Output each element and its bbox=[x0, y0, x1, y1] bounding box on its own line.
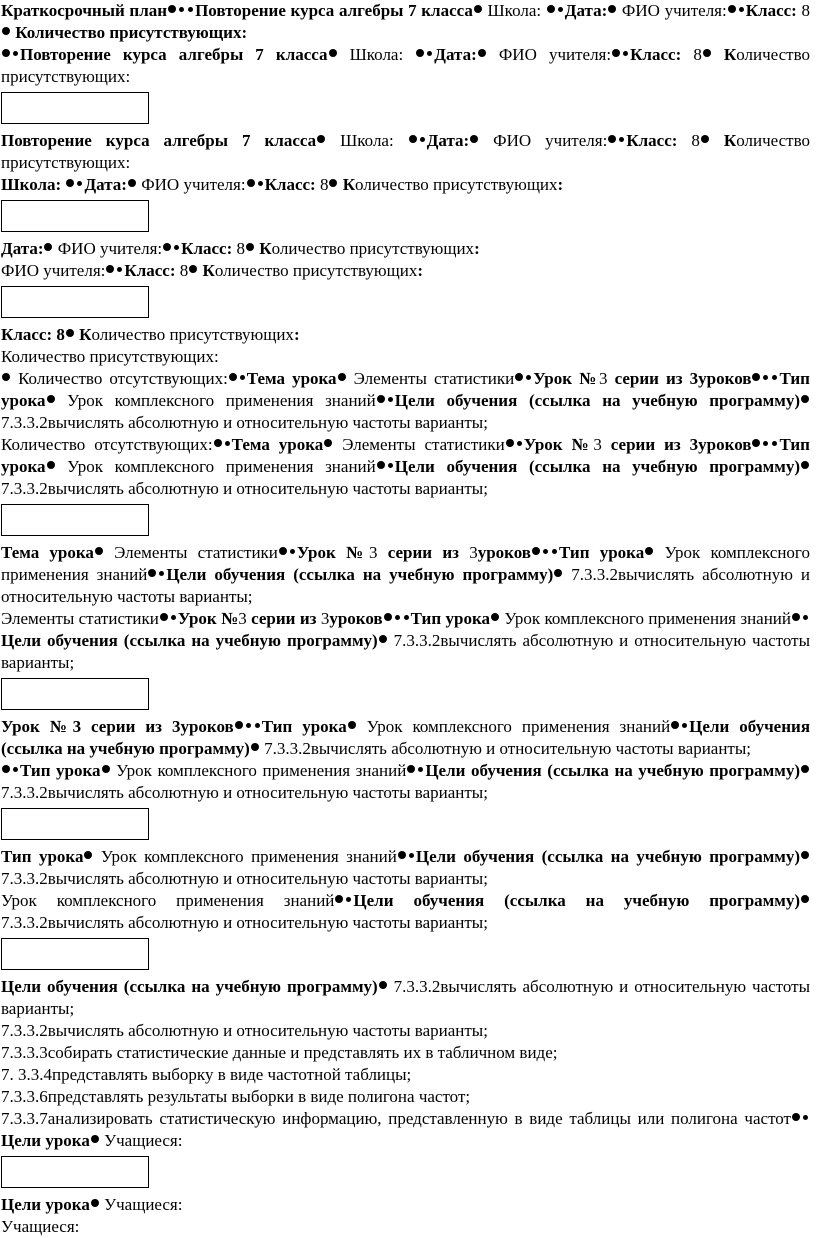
bold-text: Класс: bbox=[264, 175, 320, 194]
text-run: ФИО учителя: bbox=[479, 131, 608, 150]
bold-text: Тема урока bbox=[1, 543, 94, 562]
text-run: Учащиеся: bbox=[99, 1131, 183, 1150]
bullet-icon bbox=[608, 135, 616, 143]
bullet-icon bbox=[179, 7, 184, 12]
bullet-icon bbox=[13, 51, 18, 56]
bold-text: : bbox=[557, 175, 564, 194]
bullet-icon bbox=[338, 373, 346, 381]
paragraph bbox=[0, 44, 810, 88]
bullet-icon bbox=[701, 135, 709, 143]
bullet-icon bbox=[317, 135, 325, 143]
bullet-icon bbox=[752, 373, 760, 381]
text-run: 7.3.3.7анализировать статистическую информацию, представленную в виде таблицы или полигона частот bbox=[1, 1109, 791, 1128]
bullet-icon bbox=[543, 549, 548, 554]
bullet-icon bbox=[407, 765, 415, 773]
bullet-icon bbox=[398, 851, 406, 859]
bullet-icon bbox=[623, 51, 628, 56]
text-run: Урок комплексного применения знаний bbox=[1, 891, 335, 910]
text-run: 3 bbox=[469, 543, 478, 562]
paragraph bbox=[0, 1020, 810, 1042]
bold-text: Урок № bbox=[177, 609, 239, 628]
bullet-icon bbox=[2, 373, 10, 381]
text-run: 8 bbox=[801, 1, 810, 20]
bullet-icon bbox=[225, 441, 230, 446]
bold-text: Тип урока bbox=[558, 543, 645, 562]
text-run: Элементы статистики bbox=[1, 609, 159, 628]
bold-text: Цели обучения (ссылка на учебную программу) bbox=[1, 977, 378, 996]
text-run: Урок комплексного применения знаний bbox=[1, 543, 810, 584]
bold-text: Тип урока bbox=[1, 369, 810, 410]
bullet-icon bbox=[395, 615, 400, 620]
bullet-icon bbox=[612, 49, 620, 57]
text-run: 7.3.3.2вычислять абсолютную и относительную частоты варианты; bbox=[1, 977, 810, 1018]
paragraph bbox=[0, 260, 810, 282]
bullet-icon bbox=[491, 613, 499, 621]
bold-text: Класс: bbox=[630, 45, 694, 64]
bold-text: Повторение курса алгебры 7 класса bbox=[1, 131, 317, 150]
bullet-icon bbox=[379, 981, 387, 989]
bullet-icon bbox=[2, 27, 10, 35]
bold-text: Цели обучения (ссылка на учебную программу) bbox=[394, 457, 800, 476]
bullet-icon bbox=[2, 49, 10, 57]
text-run: Урок комплексного применения знаний bbox=[499, 609, 792, 628]
bullet-icon bbox=[258, 181, 263, 186]
bullet-icon bbox=[703, 49, 711, 57]
paragraph bbox=[0, 1194, 810, 1216]
text-run: Элементы статистики bbox=[346, 369, 515, 388]
bullet-icon bbox=[506, 439, 514, 447]
bold-text: Тип урока bbox=[1, 847, 84, 866]
bullet-icon bbox=[160, 613, 168, 621]
text-run: Урок комплексного применения знаний bbox=[55, 391, 376, 410]
bullet-icon bbox=[517, 441, 522, 446]
bullet-icon bbox=[752, 439, 760, 447]
empty-cell-box bbox=[1, 92, 149, 124]
bold-text: Урок № bbox=[533, 369, 600, 388]
empty-cell-box bbox=[1, 678, 149, 710]
text-run: ФИО учителя: bbox=[136, 175, 246, 194]
text-run: 3 bbox=[320, 609, 330, 628]
bullet-icon bbox=[255, 723, 260, 728]
text-run: ФИО учителя: bbox=[486, 45, 612, 64]
empty-cell-box bbox=[1, 286, 149, 318]
bold-text: Количество присутствующих: bbox=[11, 23, 248, 42]
text-run: 3 bbox=[238, 609, 247, 628]
text-run: 7.3.3.2вычислять абсолютную и относительную частоты варианты; bbox=[1, 413, 488, 432]
text-run: Элементы статистики bbox=[103, 543, 278, 562]
text-run: Урок комплексного применения знаний bbox=[356, 717, 671, 736]
paragraph bbox=[0, 1042, 810, 1064]
bullet-icon bbox=[404, 615, 409, 620]
bullet-icon bbox=[526, 375, 531, 380]
bold-text: Класс: 8 bbox=[1, 325, 65, 344]
bold-text: Тип урока bbox=[20, 761, 101, 780]
bold-text: Тип урока bbox=[261, 717, 347, 736]
text-run: 7.3.3.2вычислять абсолютную и относительную частоты варианты; bbox=[1, 869, 488, 888]
bold-text: Повторение курса алгебры 7 класса bbox=[195, 1, 473, 20]
text-run: ФИО учителя: bbox=[617, 1, 727, 20]
text-run: Элементы статистики bbox=[333, 435, 505, 454]
text-run: 7.3.3.2вычислять абсолютную и относительную частоты варианты; bbox=[1, 783, 488, 802]
bold-text: Дата: bbox=[434, 45, 477, 64]
bold-text: Повторение курса алгебры 7 класса bbox=[20, 45, 328, 64]
empty-cell-box bbox=[1, 1156, 149, 1188]
paragraph bbox=[0, 434, 810, 500]
bullet-icon bbox=[91, 1135, 99, 1143]
bullet-icon bbox=[91, 1199, 99, 1207]
paragraph bbox=[0, 174, 810, 196]
bullet-icon bbox=[251, 743, 259, 751]
bullet-icon bbox=[801, 895, 809, 903]
bullet-icon bbox=[229, 373, 237, 381]
text-run: 8 bbox=[691, 131, 700, 150]
bold-text: К bbox=[74, 325, 92, 344]
bullet-icon bbox=[379, 635, 387, 643]
empty-cell-box bbox=[1, 808, 149, 840]
bullet-icon bbox=[168, 5, 176, 13]
bold-text: Школа: bbox=[1, 175, 66, 194]
bold-text: Тема урока bbox=[231, 435, 324, 454]
bullet-icon bbox=[329, 179, 337, 187]
text-run: ФИО учителя: bbox=[1, 261, 106, 280]
bullet-icon bbox=[409, 135, 417, 143]
bold-text: Цели обучения (ссылка на учебную программу) bbox=[425, 761, 800, 780]
paragraph bbox=[0, 1064, 810, 1086]
bold-text: Цели обучения (ссылка на учебную программу) bbox=[415, 847, 801, 866]
empty-cell-box bbox=[1, 938, 149, 970]
bold-text: Дата: bbox=[426, 131, 470, 150]
text-run: 7. 3.3.4представлять выборку в виде частотной таблицы; bbox=[1, 1065, 412, 1084]
text-run: оличество присутствующих: bbox=[1, 45, 811, 86]
bullet-icon bbox=[552, 549, 557, 554]
text-run: 8 bbox=[179, 261, 189, 280]
bullet-icon bbox=[246, 723, 251, 728]
text-run: оличество присутствующих bbox=[91, 325, 294, 344]
bullet-icon bbox=[188, 7, 193, 12]
paragraph bbox=[0, 1216, 810, 1238]
bold-text: Цели урока bbox=[1, 1195, 90, 1214]
bullet-icon bbox=[335, 895, 343, 903]
text-run: Урок комплексного применения знаний bbox=[93, 847, 397, 866]
bold-text: Краткосрочный план bbox=[1, 1, 168, 20]
bold-text: серии из bbox=[246, 609, 321, 628]
paragraph bbox=[0, 324, 810, 346]
bold-text: : bbox=[417, 261, 423, 280]
bullet-icon bbox=[388, 397, 393, 402]
bullet-icon bbox=[47, 461, 55, 469]
bold-text: К bbox=[711, 45, 737, 64]
bold-text: К bbox=[198, 261, 215, 280]
bullet-icon bbox=[478, 49, 486, 57]
bullet-icon bbox=[324, 439, 332, 447]
text-run: 7.3.3.2вычислять абсолютную и относительную частоты варианты; bbox=[1, 479, 488, 498]
text-run: оличество присутствующих bbox=[355, 175, 558, 194]
bullet-icon bbox=[384, 613, 392, 621]
bullet-icon bbox=[532, 547, 540, 555]
bullet-icon bbox=[554, 569, 562, 577]
bullet-icon bbox=[174, 245, 179, 250]
text-run: 7.3.3.3собирать статистические данные и представлять их в табличном виде; bbox=[1, 1043, 558, 1062]
text-run: 8 bbox=[693, 45, 702, 64]
bullet-icon bbox=[474, 5, 482, 13]
bullet-icon bbox=[619, 137, 624, 142]
bullet-icon bbox=[608, 5, 616, 13]
bold-text: Класс: bbox=[626, 131, 692, 150]
paragraph bbox=[0, 976, 810, 1020]
bold-text: Дата: bbox=[1, 239, 44, 258]
bullet-icon bbox=[163, 243, 171, 251]
bullet-icon bbox=[772, 441, 777, 446]
bullet-icon bbox=[803, 615, 808, 620]
bullet-icon bbox=[792, 1113, 800, 1121]
bold-text: Тип урока bbox=[1, 435, 810, 476]
paragraph bbox=[0, 238, 810, 260]
bullet-icon bbox=[128, 179, 136, 187]
bullet-icon bbox=[189, 265, 197, 273]
bullet-icon bbox=[801, 765, 809, 773]
text-run: Количество отсутствующих: bbox=[11, 369, 228, 388]
bullet-icon bbox=[235, 721, 243, 729]
bullet-icon bbox=[279, 547, 287, 555]
bullet-icon bbox=[214, 439, 222, 447]
bullet-icon bbox=[763, 375, 768, 380]
paragraph bbox=[0, 0, 810, 44]
bullet-icon bbox=[645, 547, 653, 555]
bold-text: Цели обучения (ссылка на учебную программу) bbox=[394, 391, 800, 410]
bullet-icon bbox=[84, 851, 92, 859]
text-run: Количество отсутствующих: bbox=[1, 435, 213, 454]
text-run: оличество присутствующих: bbox=[1, 131, 811, 172]
bold-text: уроков bbox=[329, 609, 383, 628]
bullet-icon bbox=[682, 723, 687, 728]
bold-text: уроков bbox=[477, 543, 531, 562]
paragraph bbox=[0, 130, 810, 174]
bullet-icon bbox=[44, 243, 52, 251]
bullet-icon bbox=[409, 853, 414, 858]
empty-cell-box bbox=[1, 200, 149, 232]
bullet-icon bbox=[416, 49, 424, 57]
bold-text: Цели обучения (ссылка на учебную программу) bbox=[1, 717, 811, 758]
bullet-icon bbox=[171, 615, 176, 620]
bold-text: серии из 3уроков bbox=[607, 369, 752, 388]
text-run: ФИО учителя: bbox=[53, 239, 163, 258]
text-run: 7.3.3.2вычислять абсолютную и относительную частоты варианты; bbox=[259, 739, 752, 758]
bullet-icon bbox=[2, 765, 10, 773]
bullet-icon bbox=[772, 375, 777, 380]
paragraph bbox=[0, 542, 810, 608]
bold-text: Цели обучения (ссылка на учебную программу) bbox=[1, 631, 378, 650]
bold-text: К bbox=[338, 175, 356, 194]
bold-text: К bbox=[709, 131, 737, 150]
bullet-icon bbox=[348, 721, 356, 729]
bullet-icon bbox=[66, 179, 74, 187]
bullet-icon bbox=[728, 5, 736, 13]
text-run: 3 bbox=[369, 543, 378, 562]
text-run: 3 bbox=[593, 435, 602, 454]
bullet-icon bbox=[763, 441, 768, 446]
bullet-icon bbox=[427, 51, 432, 56]
bullet-icon bbox=[388, 463, 393, 468]
bold-text: серии из bbox=[377, 543, 470, 562]
bold-text: серии из 3уроков bbox=[601, 435, 752, 454]
text-run: оличество присутствующих bbox=[214, 261, 418, 280]
bold-text: Цели обучения (ссылка на учебную программу) bbox=[166, 565, 554, 584]
text-run: 7.3.3.2вычислять абсолютную и относительную частоты варианты; bbox=[1, 631, 810, 672]
bold-text: К bbox=[255, 239, 272, 258]
text-run: 7.3.3.2вычислять абсолютную и относительную частоты варианты; bbox=[1, 565, 810, 606]
bullet-icon bbox=[246, 243, 254, 251]
empty-cell-box bbox=[1, 504, 149, 536]
text-run: 7.3.3.2вычислять абсолютную и относительную частоты варианты; bbox=[1, 913, 488, 932]
bullet-icon bbox=[102, 765, 110, 773]
bullet-icon bbox=[558, 7, 563, 12]
text-run: Школа: bbox=[482, 1, 546, 20]
text-run: Количество присутствующих: bbox=[1, 347, 219, 366]
bold-text: Урок №3 серии из 3уроков bbox=[1, 717, 234, 736]
text-run: 7.3.3.6представлять результаты выборки в виде полигона частот; bbox=[1, 1087, 471, 1106]
bullet-icon bbox=[420, 137, 425, 142]
bullet-icon bbox=[148, 569, 156, 577]
bold-text: : bbox=[293, 325, 300, 344]
bold-text: Урок № bbox=[523, 435, 594, 454]
bullet-icon bbox=[329, 49, 337, 57]
bold-text: Урок № bbox=[296, 543, 370, 562]
bold-text: Тема урока bbox=[246, 369, 337, 388]
bullet-icon bbox=[159, 571, 164, 576]
text-run: Урок комплексного применения знаний bbox=[110, 761, 407, 780]
paragraph bbox=[0, 368, 810, 434]
paragraph bbox=[0, 346, 810, 368]
bullet-icon bbox=[801, 851, 809, 859]
text-run: Школа: bbox=[326, 131, 408, 150]
bullet-icon bbox=[240, 375, 245, 380]
bullet-icon bbox=[117, 267, 122, 272]
bold-text: Дата: bbox=[564, 1, 608, 20]
paragraph bbox=[0, 890, 810, 934]
bold-text: Дата: bbox=[84, 175, 127, 194]
bullet-icon bbox=[418, 767, 423, 772]
text-run: оличество присутствующих bbox=[271, 239, 475, 258]
bullet-icon bbox=[801, 395, 809, 403]
paragraph bbox=[0, 608, 810, 674]
paragraph bbox=[0, 760, 810, 804]
bullet-icon bbox=[47, 395, 55, 403]
bullet-icon bbox=[290, 549, 295, 554]
bullet-icon bbox=[77, 181, 82, 186]
text-run: 8 bbox=[236, 239, 245, 258]
bullet-icon bbox=[247, 179, 255, 187]
bold-text: Цели обучения (ссылка на учебную программу) bbox=[353, 891, 801, 910]
paragraph bbox=[0, 1086, 810, 1108]
bullet-icon bbox=[739, 7, 744, 12]
paragraph bbox=[0, 846, 810, 890]
bullet-icon bbox=[515, 373, 523, 381]
text-run: Урок комплексного применения знаний bbox=[55, 457, 376, 476]
bullet-icon bbox=[547, 5, 555, 13]
text-run: Учащиеся: bbox=[99, 1195, 183, 1214]
text-run: 7.3.3.2вычислять абсолютную и относительную частоты варианты; bbox=[1, 1021, 488, 1040]
bullet-icon bbox=[346, 897, 351, 902]
bold-text: Класс: bbox=[124, 261, 180, 280]
bullet-icon bbox=[95, 547, 103, 555]
text-run: Школа: bbox=[337, 45, 416, 64]
bold-text: Класс: bbox=[745, 1, 802, 20]
bold-text: Тип урока bbox=[410, 609, 490, 628]
text-run: 8 bbox=[319, 175, 329, 194]
bold-text: Цели урока bbox=[1, 1131, 90, 1150]
bold-text: : bbox=[474, 239, 480, 258]
bullet-icon bbox=[377, 461, 385, 469]
bullet-icon bbox=[106, 265, 114, 273]
bullet-icon bbox=[470, 135, 478, 143]
bullet-icon bbox=[792, 613, 800, 621]
bullet-icon bbox=[13, 767, 18, 772]
bold-text: Класс: bbox=[181, 239, 237, 258]
bullet-icon bbox=[66, 329, 74, 337]
bullet-icon bbox=[801, 461, 809, 469]
text-run: 3 bbox=[599, 369, 608, 388]
paragraph bbox=[0, 1108, 810, 1152]
paragraph bbox=[0, 716, 810, 760]
bullet-icon bbox=[671, 721, 679, 729]
bullet-icon bbox=[377, 395, 385, 403]
text-run: Учащиеся: bbox=[1, 1217, 80, 1236]
bullet-icon bbox=[803, 1115, 808, 1120]
